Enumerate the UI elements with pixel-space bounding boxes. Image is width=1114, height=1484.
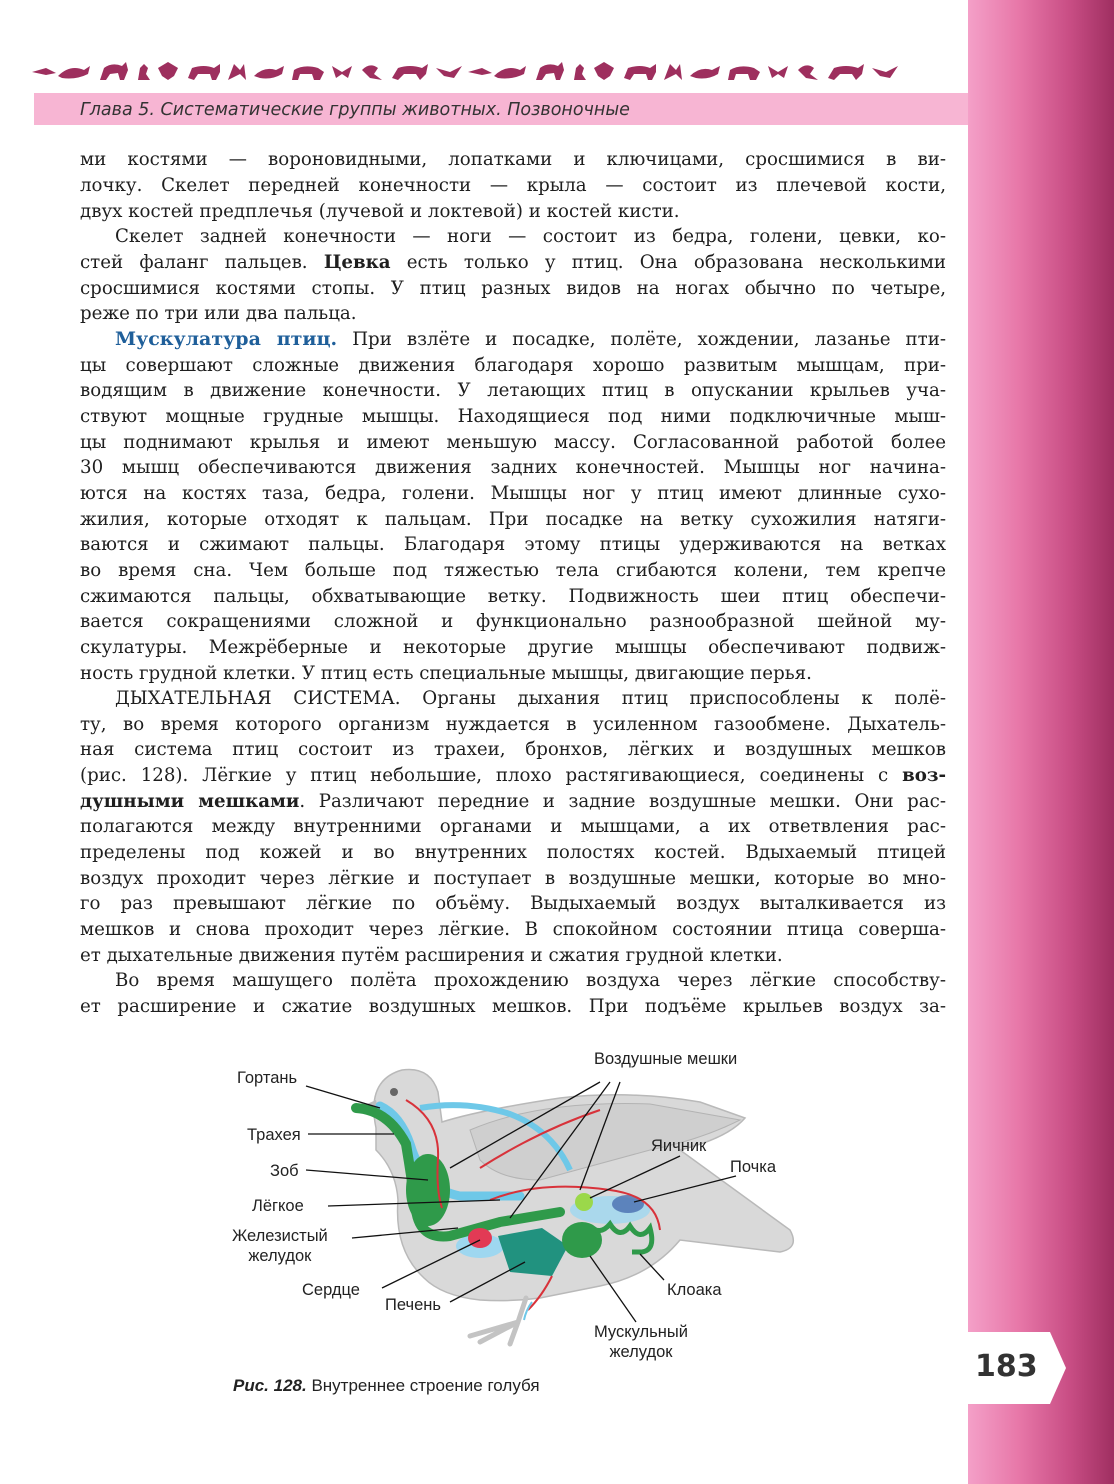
section-heading-musculature: Мускулатура птиц. xyxy=(115,328,338,350)
text-fragment: При взлёте и посадке, полёте, хождении, лазанье пти- xyxy=(337,329,946,350)
text-line: сросшимися костями стопы. У птиц разных видов на ногах обычно по четыре, xyxy=(80,278,946,299)
label-air-sacs: Воздушные мешки xyxy=(594,1050,738,1068)
text-line: жилия, которые отходят к пальцам. При посадке на ветку сухожилия натяги- xyxy=(80,509,946,530)
text-line: ваются и сжимают пальцы. Благодаря этому птицы удерживаются на ветках xyxy=(80,534,946,555)
figure-caption-number: Рис. 128. xyxy=(233,1376,307,1395)
text-fragment: стей фаланг пальцев. xyxy=(80,252,324,273)
text-line: двух костей предплечья (лучевой и локтевой) и костей кисти. xyxy=(80,201,680,222)
text-line: пределены под кожей и во внутренних полостях костей. Вдыхаемый птицей xyxy=(80,842,946,863)
text-line: ет дыхательные движения путём расширения и сжатия грудной клетки. xyxy=(80,945,783,966)
heart-shape xyxy=(468,1228,492,1248)
ovary-shape xyxy=(575,1193,593,1211)
text-line: цы совершают сложные движения благодаря хорошо развитым мышцам, при- xyxy=(80,355,946,376)
text-line: реже по три или два пальца. xyxy=(80,303,357,324)
label-ovary: Яичник xyxy=(651,1137,707,1155)
label-heart: Сердце xyxy=(302,1281,360,1299)
text-line: лочку. Скелет передней конечности — крыла — состоит из плечевой кости, xyxy=(80,175,946,196)
label-trachea: Трахея xyxy=(247,1126,301,1144)
text-line: ДЫХАТЕЛЬНАЯ СИСТЕМА. Органы дыхания птиц приспособлены к полё- xyxy=(115,688,946,709)
pigeon-leg xyxy=(470,1298,526,1344)
chapter-title: Глава 5. Систематические группы животных. Позвоночные xyxy=(80,100,630,120)
figure-caption xyxy=(233,1376,540,1396)
text-line xyxy=(80,763,946,789)
text-line: во время сна. Чем больше под тяжестью тела сгибаются колени, тем крепче xyxy=(80,560,946,581)
animal-silhouette-ornament xyxy=(32,58,902,88)
text-line: ту, во время которого организм нуждается в усиленном газообмене. Дыхатель- xyxy=(80,714,946,735)
text-line xyxy=(80,250,946,276)
term-air-sacs: душными мешками xyxy=(80,791,300,812)
text-fragment: . Различают передние и задние воздушные мешки. Они рас- xyxy=(299,791,946,812)
text-line: цы поднимают крылья и имеют меньшую массу. Согласованной работой более xyxy=(80,432,946,453)
text-line: 30 мышц обеспечиваются движения задних конечностей. Мышцы ног начина- xyxy=(80,457,946,478)
term-air-sacs: воз- xyxy=(902,765,946,786)
text-line: воздух проходит через лёгкие и поступает в воздушные мешки, которые во мно- xyxy=(80,868,946,889)
pigeon-eye xyxy=(390,1088,398,1096)
pigeon-anatomy-figure xyxy=(180,1040,800,1370)
text-fragment: (рис. 128). Лёгкие у птиц небольшие, плохо растягивающиеся, соединены с xyxy=(80,765,903,786)
text-line: полагаются между внутренними органами и мышцами, а их ответвления рас- xyxy=(80,816,946,837)
text-line: ются на костях таза, бедра, голени. Мышцы ног у птиц имеют длинные сухо- xyxy=(80,483,946,504)
term-tsevka: Цевка xyxy=(323,252,391,273)
text-line xyxy=(80,327,946,353)
text-line: скулатуры. Межрёберные и некоторые другие мышцы обеспечивают подвиж- xyxy=(80,637,946,658)
text-line: го раз превышают лёгкие по объёму. Выдыхаемый воздух выталкивается из xyxy=(80,893,946,914)
decorative-side-strip xyxy=(968,0,1114,1484)
page-number: 183 xyxy=(975,1349,1038,1384)
text-line: ность грудной клетки. У птиц есть специальные мышцы, двигающие перья. xyxy=(80,663,812,684)
text-line: ная система птиц состоит из трахеи, бронхов, лёгких и воздушных мешков xyxy=(80,739,946,760)
text-line: сжимаются пальцы, обхватывающие ветку. Подвижность шеи птиц обеспечи- xyxy=(80,586,946,607)
text-line: Во время машущего полёта прохождению воздуха через лёгкие способству- xyxy=(115,970,946,991)
figure-caption-text: Внутреннее строение голубя xyxy=(306,1376,540,1395)
text-line: Скелет задней конечности — ноги — состоит из бедра, голени, цевки, ко- xyxy=(115,226,946,247)
crop-shape xyxy=(406,1154,450,1226)
text-line: водящим в движение конечности. У летающих птиц в опускании крыльев уча- xyxy=(80,380,946,401)
text-line: вается сокращениями сложной и функционально разнообразной шейной му- xyxy=(80,611,946,632)
text-line xyxy=(80,789,946,815)
text-fragment: есть только у птиц. Она образована несколькими xyxy=(390,252,946,273)
text-line: ствуют мощные грудные мышцы. Находящиеся под ними подключичные мыш- xyxy=(80,406,946,427)
text-line: мешков и снова проходит через лёгкие. В спокойном состоянии птица соверша- xyxy=(80,919,946,940)
label-cloaca: Клоака xyxy=(667,1281,722,1299)
text-line: ет расширение и сжатие воздушных мешков. При подъёме крыльев воздух за- xyxy=(80,996,946,1017)
label-lung: Лёгкое xyxy=(252,1197,304,1215)
animal-silhouettes-icon xyxy=(32,58,902,88)
text-line: ми костями — вороновидными, лопатками и ключицами, сросшимися в ви- xyxy=(80,149,946,170)
label-glandular-stomach: Железистый желудок xyxy=(232,1227,328,1265)
label-kidney: Почка xyxy=(730,1158,777,1176)
label-crop: Зоб xyxy=(270,1162,299,1180)
label-liver: Печень xyxy=(385,1296,441,1314)
label-muscular-stomach: Мускульный желудок xyxy=(594,1323,688,1361)
label-larynx: Гортань xyxy=(237,1069,298,1087)
